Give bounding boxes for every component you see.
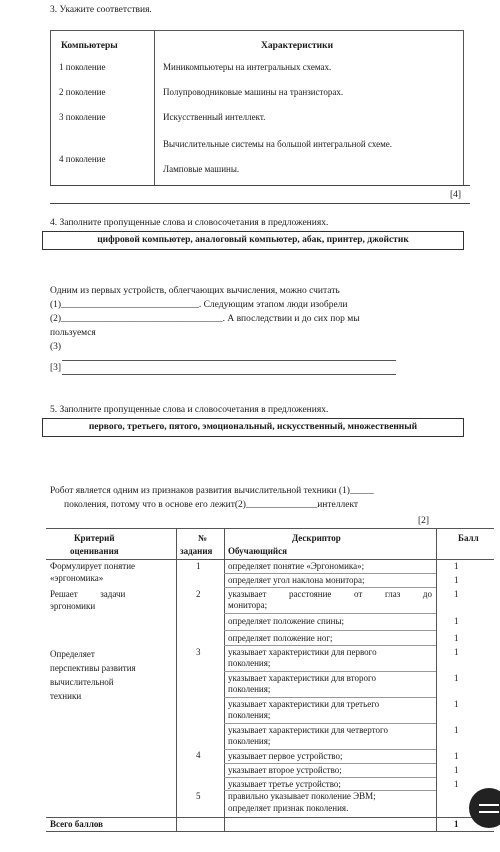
points: 1	[454, 725, 459, 735]
total-label: Всего баллов	[50, 819, 104, 829]
q3-score: [4]	[450, 190, 462, 200]
criterion-3c: вычислительной	[50, 677, 114, 687]
criterion-1a: Формулирует понятие	[50, 561, 136, 571]
descriptor: указывает характеристики для четвертого	[228, 725, 388, 735]
q4-title: 4. Заполните пропущенные слова и словосочетания в предложениях.	[50, 218, 329, 228]
descriptor: указывает расстояние от глаз до	[228, 589, 432, 599]
descriptor: определяет положение ног;	[228, 633, 333, 643]
row-separator	[224, 587, 436, 588]
criterion-1b: «эргономика»	[50, 573, 104, 583]
points: 1	[454, 589, 459, 599]
points: 1	[454, 751, 459, 761]
points: 1	[454, 673, 459, 683]
descriptor: указывает характеристики для первого	[228, 647, 377, 657]
points: 1	[454, 633, 459, 643]
q3-title: 3. Укажите соответствия.	[50, 5, 152, 15]
header-points: Балл	[458, 533, 479, 543]
descriptor: поколения;	[228, 736, 271, 746]
col-header-characteristics: Характеристики	[261, 41, 334, 51]
descriptor: определяет положение спины;	[228, 616, 345, 626]
task-number: 1	[196, 561, 201, 571]
points: 1	[454, 699, 459, 709]
characteristic-3: Искусственный интеллект.	[163, 112, 266, 122]
points: 1	[454, 561, 459, 571]
header-separator	[46, 559, 494, 560]
descriptor: поколения;	[228, 658, 271, 668]
col-header-computers: Компьютеры	[61, 41, 118, 51]
header-criterion: Критерий	[74, 533, 115, 543]
criterion-3d: техники	[50, 691, 82, 701]
descriptor: определяет угол наклона монитора;	[228, 575, 365, 585]
points: 1	[454, 575, 459, 585]
header-learner: Обучающийся	[228, 546, 287, 556]
header-descriptor: Дескриптор	[292, 533, 341, 543]
task-number: 2	[196, 589, 201, 599]
q4-line-4: пользуемся	[50, 328, 96, 338]
criterion-2b: эргономики	[50, 601, 96, 611]
points: 1	[454, 779, 459, 789]
criterion-2a: Решает задачи	[50, 589, 126, 599]
row-separator	[224, 630, 436, 631]
menu-icon	[479, 804, 499, 806]
characteristic-5: Ламповые машины.	[163, 164, 240, 174]
q5-score: [2]	[418, 516, 430, 526]
divider	[50, 185, 470, 186]
divider	[50, 203, 470, 204]
descriptor: указывает первое устройство;	[228, 751, 343, 761]
q5-word-bank: первого, третьего, пятого, эмоциональный, искусственный, множественный	[42, 418, 464, 437]
points: 1	[454, 765, 459, 775]
row-separator	[224, 613, 436, 614]
row-separator	[224, 777, 436, 778]
header-number: №	[198, 533, 208, 543]
criterion-3a: Определяет	[50, 649, 95, 659]
descriptor: указывает характеристики для третьего	[228, 699, 380, 709]
col-line	[176, 529, 177, 831]
q5-line-1: Робот является одним из признаков развития вычислительной техники (1)_____	[50, 486, 374, 496]
total-value: 1	[454, 819, 459, 829]
descriptor: поколения;	[228, 684, 271, 694]
generation-1: 1 поколение	[59, 62, 106, 72]
row-separator	[224, 671, 436, 672]
match-table	[50, 30, 464, 186]
characteristic-2: Полупроводниковые машины на транзисторах.	[163, 87, 344, 97]
descriptor: указывает характеристики для второго	[228, 673, 376, 683]
task-number: 5	[196, 791, 201, 801]
q4-score: [3]	[50, 363, 62, 373]
descriptor: указывает третье устройство;	[228, 779, 341, 789]
q4-line-5: (3)	[50, 342, 62, 352]
criterion-3b: перспективы развития	[50, 663, 136, 673]
header-criterion-2: оценивания	[70, 546, 119, 556]
descriptor: указывает второе устройство;	[228, 765, 342, 775]
row-separator	[224, 749, 436, 750]
row-separator	[224, 697, 436, 698]
points: 1	[454, 616, 459, 626]
answer-line	[62, 374, 396, 375]
col-line	[224, 529, 225, 831]
descriptor: определяет понятие «Эргономика»;	[228, 561, 365, 571]
q4-line-2: (1)_____________________________. Следующим этапом люди изобрели	[50, 300, 348, 310]
points: 1	[454, 647, 459, 657]
q4-word-bank: цифровой компьютер, аналоговый компьютер, абак, принтер, джойстик	[42, 231, 464, 250]
q5-title: 5. Заполните пропущенные слова и словосочетания в предложениях.	[50, 405, 329, 415]
descriptor: правильно указывает поколение ЭВМ;	[228, 791, 376, 801]
descriptor: определяет признак поколения.	[228, 803, 349, 813]
row-separator	[224, 763, 436, 764]
row-separator	[224, 645, 436, 646]
total-separator	[46, 817, 494, 818]
menu-icon	[479, 811, 499, 813]
descriptor: монитора;	[228, 600, 268, 610]
q4-line-1: Одним из первых устройств, облегчающих вычисления, можно считать	[50, 286, 340, 296]
table-divider	[154, 31, 155, 186]
task-number: 4	[196, 750, 201, 760]
rubric-table	[46, 528, 494, 832]
descriptor: поколения;	[228, 710, 271, 720]
q5-line-2: поколения, потому что в основе его лежит(2)_______________интеллект	[64, 500, 359, 510]
col-line	[436, 529, 437, 831]
row-separator	[224, 573, 436, 574]
generation-2: 2 поколение	[59, 87, 106, 97]
generation-4: 4 поколение	[59, 154, 106, 164]
row-separator	[224, 723, 436, 724]
q4-line-3: (2)__________________________________. А впоследствии и до сих пор мы	[50, 314, 360, 324]
characteristic-1: Миникомпьютеры на интегральных схемах.	[163, 62, 332, 72]
generation-3: 3 поколение	[59, 112, 106, 122]
characteristic-4: Вычислительные системы на большой интегральной схеме.	[163, 139, 393, 149]
task-number: 3	[196, 647, 201, 657]
header-task: задания	[180, 546, 213, 556]
